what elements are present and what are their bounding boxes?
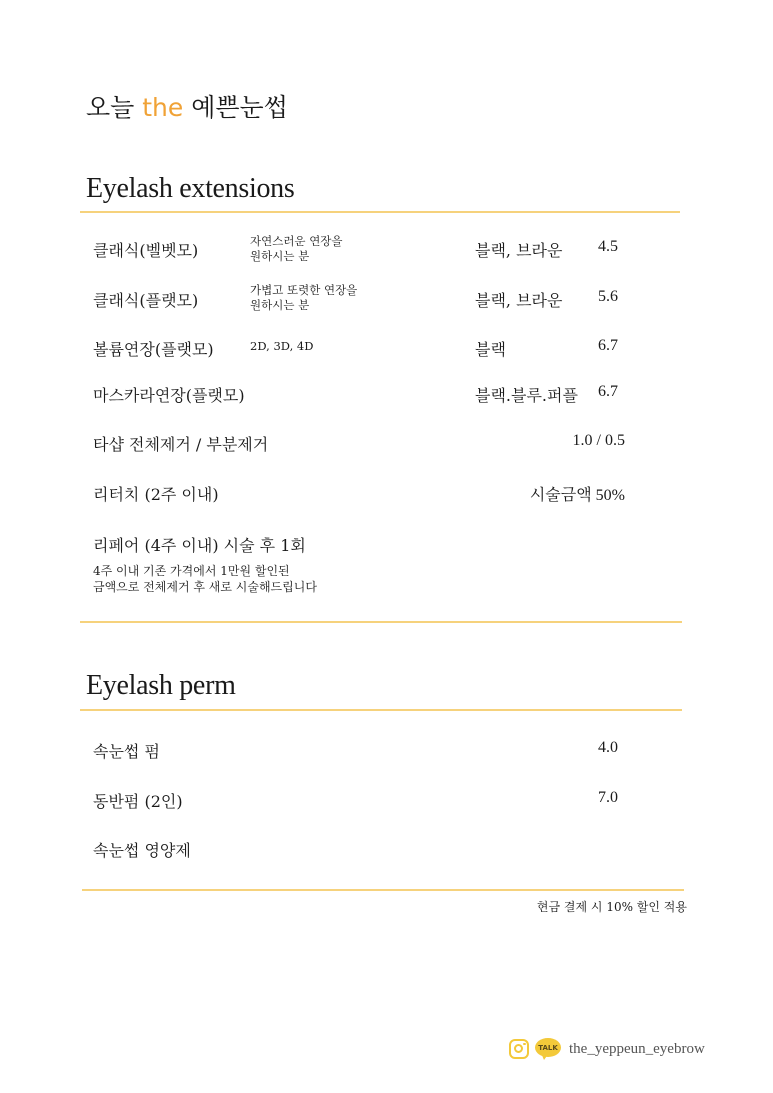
extension-item-price: 5.6 [598, 288, 618, 305]
extensions-section-title: Eyelash extensions [86, 173, 295, 204]
extension-item-price: 1.0 / 0.5 [572, 432, 625, 449]
perm-item-name: 속눈썹 펌 [93, 742, 160, 761]
extension-item-name: 클래식(플랫모) [93, 291, 199, 310]
perm-item-price: 4.0 [598, 739, 618, 756]
perm-title-rule [80, 709, 682, 711]
extension-item-price: 시술금액 50% [529, 487, 625, 504]
title-suffix: 예쁜눈썹 [183, 93, 288, 122]
title-accent: the [142, 93, 184, 122]
extension-item-name: 리페어 (4주 이내) 시술 후 1회 [93, 536, 306, 555]
extension-item-name: 리터치 (2주 이내) [93, 485, 219, 504]
extension-item-price: 4.5 [598, 238, 618, 255]
perm-item-price: 7.0 [598, 789, 618, 806]
cash-discount-note: 현금 결제 시 10% 할인 적용 [536, 900, 687, 914]
page-title [86, 88, 288, 124]
perm-bottom-rule [82, 889, 684, 891]
extension-item-price: 6.7 [598, 383, 618, 400]
extension-item-color: 블랙 [475, 340, 506, 359]
extension-item-desc: 자연스러운 연장을 원하시는 분 [250, 234, 343, 263]
extension-item-name: 볼륨연장(플랫모) [93, 340, 214, 359]
instagram-icon[interactable] [509, 1039, 529, 1059]
extension-item-color: 블랙, 브라운 [475, 291, 563, 310]
extension-item-name: 클래식(벨벳모) [93, 241, 199, 260]
extensions-bottom-rule [80, 621, 682, 623]
extension-item-name: 타샵 전체제거 / 부분제거 [93, 435, 269, 454]
social-handle[interactable]: the_yeppeun_eyebrow [569, 1040, 705, 1057]
perm-item-name: 동반펌 (2인) [93, 792, 183, 811]
title-prefix: 오늘 [86, 93, 143, 122]
extension-item-desc: 2D, 3D, 4D [250, 339, 314, 353]
extension-item-name: 마스카라연장(플랫모) [93, 386, 245, 405]
extension-item-color: 블랙.블루.퍼플 [475, 386, 578, 405]
extension-item-price: 6.7 [598, 337, 618, 354]
extension-item-color: 블랙, 브라운 [475, 241, 563, 260]
kakaotalk-icon[interactable]: TALK [535, 1038, 561, 1060]
perm-section-title: Eyelash perm [86, 670, 236, 701]
perm-item-name: 속눈썹 영양제 [93, 841, 191, 860]
extensions-title-rule [80, 211, 680, 213]
social-links [509, 1038, 705, 1060]
extension-item-desc: 가볍고 또렷한 연장을 원하시는 분 [250, 283, 358, 312]
repair-note: 4주 이내 기존 가격에서 1만원 할인된 금액으로 전체제거 후 새로 시술해드립니다 [93, 564, 317, 594]
